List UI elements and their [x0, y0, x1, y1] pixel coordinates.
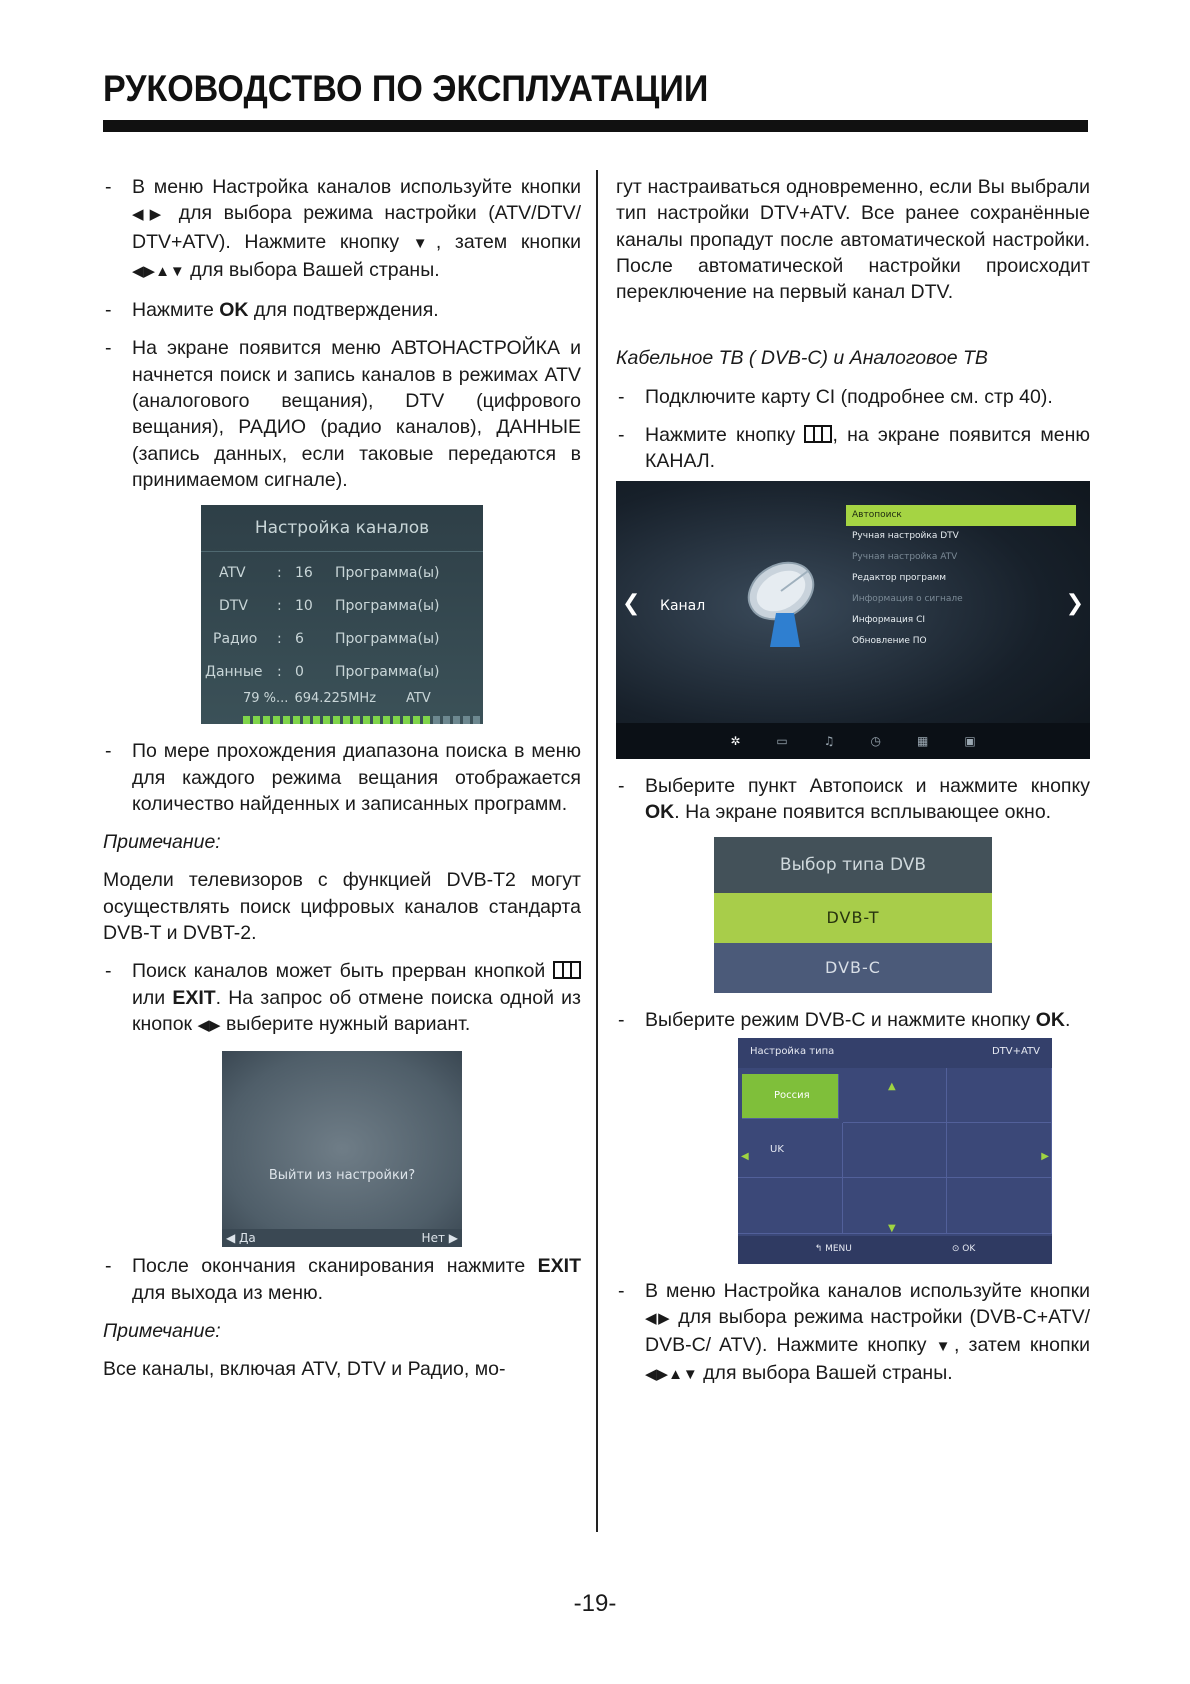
list-item: - После окончания сканирования нажмите EXIT для выхода из меню. [103, 1253, 581, 1306]
back-icon: ↰ [814, 1244, 826, 1255]
apps-icon[interactable]: ▦ [916, 733, 929, 748]
list-item: - Нажмите OK для подтверждения. [103, 297, 581, 323]
arrows-icon: ◀▶▲▼ [132, 262, 185, 280]
list-item: - Выберите режим DVB-C и нажмите кнопку OK. [616, 1007, 1090, 1033]
progress-segment [413, 716, 420, 724]
dvb-t-option[interactable]: DVB-T [714, 893, 992, 943]
progress-segment [243, 716, 250, 724]
progress-segment [433, 716, 440, 724]
column-divider [596, 170, 598, 1532]
scan-row: ATV : 16 Программа(ы) [219, 564, 440, 581]
menu-key-icon [804, 425, 832, 443]
music-icon[interactable]: ♫ [823, 733, 835, 748]
progress-segment [403, 716, 410, 724]
scan-row: Данные : 0 Программа(ы) [205, 663, 440, 680]
progress-segment [323, 716, 330, 724]
page-number: -19- [573, 1590, 617, 1617]
scan-progress-text: 79 %... 694.225MHz ATV [243, 691, 431, 707]
arrows-icon: ◀▶▲▼ [645, 1366, 698, 1384]
progress-segment [283, 716, 290, 724]
chevron-right-icon: ❯ [1065, 590, 1084, 616]
monitor-icon[interactable]: ▭ [776, 733, 788, 748]
scan-screen [201, 505, 483, 724]
channel-menu-list [846, 505, 1076, 652]
grid-cell[interactable] [843, 1123, 948, 1178]
tuning-type-header: Настройка типа DTV+ATV [738, 1038, 1052, 1068]
paragraph: гут настраиваться одновременно, если Вы выбрали тип настройки DTV+ATV. Все ранее сохранённые каналы пропадут после автоматической настройки. После автоматической настройки происходит переключение на первый канал DTV. [616, 176, 1090, 304]
tuning-type-footer [738, 1236, 1052, 1264]
progress-segment [363, 716, 370, 724]
grid-cell[interactable] [947, 1123, 1052, 1178]
chevron-left-icon: ❮ [622, 590, 641, 616]
ok-icon: ⊙ [951, 1244, 963, 1255]
progress-segment [443, 716, 450, 724]
lock-icon[interactable]: ▣ [964, 733, 976, 748]
menu-item-manual-atv[interactable]: Ручная настройка ATV [852, 551, 958, 562]
progress-segment [353, 716, 360, 724]
country-uk[interactable]: UK [738, 1123, 843, 1178]
dvb-title: Выбор типа DVB [714, 837, 992, 893]
paragraph: Модели телевизоров с функцией DVB-T2 могут осуществлять поиск цифровых каналов стандарта DVB-T и DVBT-2. [103, 869, 581, 945]
dvb-c-option[interactable]: DVB-C [714, 943, 992, 993]
progress-segment [263, 716, 270, 724]
channel-menu-screen [616, 481, 1090, 759]
scan-row: Радио : 6 Программа(ы) [213, 630, 440, 647]
list-item: - Поиск каналов может быть прерван кнопкой или EXIT. На запрос об отмене поиска одной из кнопок ◀▶ выберите нужный вариант. [103, 958, 581, 1039]
exit-no: Нет ▶ [421, 1231, 458, 1246]
note-label: Примечание: [103, 831, 221, 854]
progress-segment [383, 716, 390, 724]
progress-segment [463, 716, 470, 724]
scan-progress-bar [201, 716, 483, 724]
ok-hint: ⊙ OK [951, 1244, 976, 1255]
note-label: Примечание: [103, 1319, 221, 1342]
right-arrow-icon: ▶ [1041, 1150, 1049, 1162]
progress-segment [253, 716, 260, 724]
progress-segment [313, 716, 320, 724]
progress-segment [343, 716, 350, 724]
list-item: - Выберите пункт Автопоиск и нажмите кнопку OK. На экране появится всплывающее окно. [616, 773, 1090, 826]
down-icon: ▼ [412, 234, 436, 252]
menu-item-manual-dtv[interactable]: Ручная настройка DTV [852, 530, 959, 541]
grid-cell[interactable] [947, 1178, 1052, 1233]
scan-title: Настройка каналов [201, 505, 483, 552]
list-item: - По мере прохождения диапазона поиска в меню для каждого режима вещания отображается количество найденных и записанных программ. [103, 738, 581, 817]
subheading: Кабельное ТВ ( DVB-C) и Аналоговое ТВ [616, 347, 988, 370]
left-arrow-icon: ◀ [741, 1150, 749, 1162]
exit-yes: ◀ Да [226, 1231, 256, 1246]
list-item: - Нажмите кнопку , на экране появится меню КАНАЛ. [616, 422, 1090, 475]
left-right-icon: ◀▶ [132, 206, 168, 224]
country-russia[interactable]: Россия [742, 1074, 839, 1119]
clock-icon[interactable]: ◷ [870, 733, 881, 748]
paragraph: Все каналы, включая ATV, DTV и Радио, мо- [103, 1358, 506, 1381]
tuning-type-screen [738, 1038, 1052, 1264]
list-item: - На экране появится меню АВТОНАСТРОЙКА и начнется поиск и запись каналов в режимах ATV (аналогового вещания), DTV (цифрового вещания), РАДИО (радио каналов), ДАННЫЕ (запись данных, если таковые передаются в принимаемом сигнале). [103, 335, 581, 493]
scan-row: DTV : 10 Программа(ы) [219, 597, 440, 614]
exit-screen [222, 1051, 462, 1247]
up-arrow-icon: ▲ [888, 1080, 896, 1092]
progress-segment [303, 716, 310, 724]
menu-item-software-update[interactable]: Обновление ПО [852, 635, 927, 646]
progress-segment [393, 716, 400, 724]
list-item: - Подключите карту CI (подробнее см. стр 40). [616, 384, 1090, 410]
list-item: - В меню Настройка каналов используйте кнопки ◀▶ для выбора режима настройки (ATV/DTV/ DTV+ATV). Нажмите кнопку ▼, затем кнопки ◀▶▲▼ для выбора Вашей страны. [103, 174, 581, 285]
channel-label: Канал [660, 597, 706, 614]
menu-item-ci-info[interactable]: Информация CI [852, 614, 926, 625]
progress-segment [373, 716, 380, 724]
dvb-select-screen [714, 837, 992, 993]
satellite-dish-icon [736, 551, 836, 651]
menu-key-icon [553, 961, 581, 979]
grid-cell[interactable] [947, 1068, 1052, 1123]
menu-hint: ↰ MENU [814, 1244, 852, 1255]
title-rule [103, 120, 1088, 132]
progress-segment [453, 716, 460, 724]
menu-item-autosearch[interactable]: Автопоиск [846, 505, 1076, 526]
progress-segment [273, 716, 280, 724]
menu-item-signal-info[interactable]: Информация о сигнале [852, 593, 963, 604]
list-item: - В меню Настройка каналов используйте кнопки ◀▶ для выбора режима настройки (DVB-C+ATV/ DVB-C/ ATV). Нажмите кнопку ▼, затем кнопки ◀▶▲▼ для выбора Вашей страны. [616, 1278, 1090, 1389]
down-icon: ▼ [935, 1338, 955, 1356]
grid-cell[interactable] [738, 1178, 843, 1233]
progress-segment [423, 716, 430, 724]
page-title: РУКОВОДСТВО ПО ЭКСПЛУАТАЦИИ [103, 68, 709, 109]
progress-segment [473, 716, 480, 724]
right-column [616, 174, 1090, 1401]
progress-segment [333, 716, 340, 724]
gear-icon[interactable]: ✲ [730, 733, 741, 748]
menu-tab-bar [616, 723, 1090, 759]
left-right-icon: ◀▶ [645, 1309, 672, 1327]
exit-footer [222, 1229, 462, 1247]
left-column [103, 174, 581, 1394]
exit-question: Выйти из настройки? [268, 1168, 416, 1184]
menu-item-program-editor[interactable]: Редактор программ [852, 572, 947, 583]
progress-segment [293, 716, 300, 724]
left-right-icon: ◀▶ [197, 1016, 221, 1034]
down-arrow-icon: ▼ [888, 1222, 896, 1234]
